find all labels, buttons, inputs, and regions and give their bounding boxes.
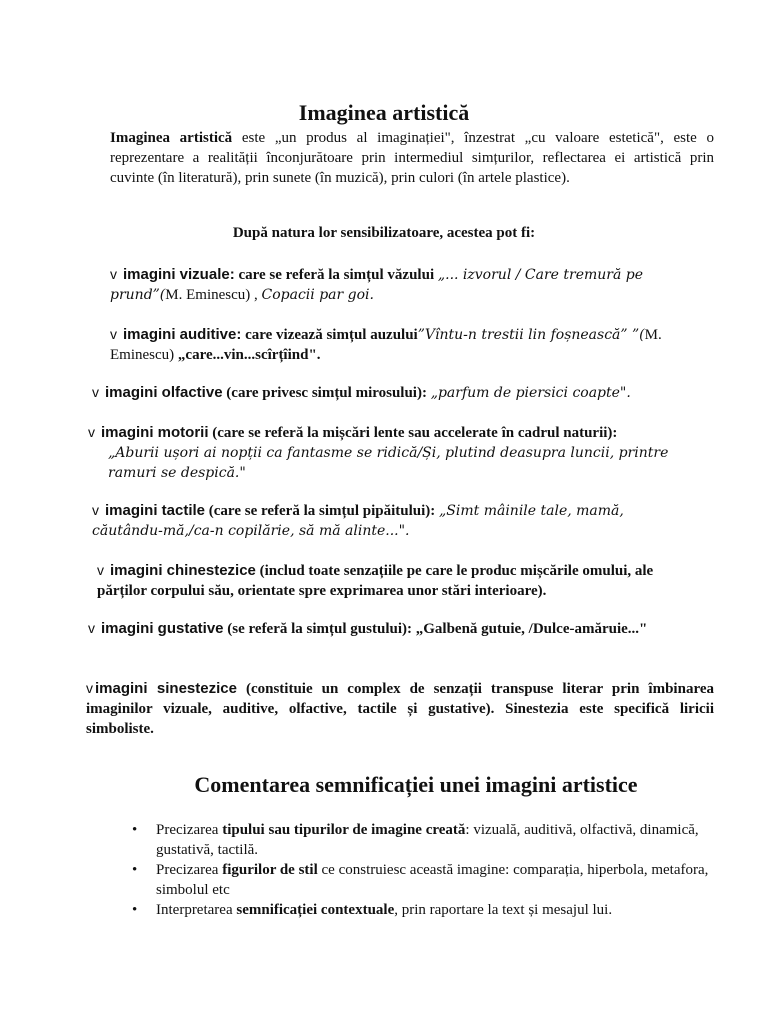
item-quote: „... izvorul / Care tremură pe prund”(: [110, 267, 644, 303]
list-item: [130, 900, 720, 920]
bullet-marker: v: [92, 502, 99, 518]
item-quote-2: Copacii par goi.: [261, 287, 374, 303]
item-name: imagini sinestezice: [95, 680, 237, 697]
item-desc: (care se referă la mișcări lente sau accelerate în cadrul naturii):: [208, 425, 618, 441]
item-quote: „Aburii ușori ai nopții ca fantasme se ridică/Și, plutind deasupra luncii, printre ramuri se despică.": [108, 445, 669, 481]
list-item-motorii: [88, 422, 708, 483]
item-name: imagini tactile: [105, 502, 206, 519]
item-desc: (care se referă la simțul pipăitului):: [205, 503, 440, 519]
intro-text: este „un produs al imaginației", înzestrat „cu valoare estetică", este o reprezentare a realității înconjurătoare prin intermediul simțurilor, reflectarea ei artistică prin cuvinte (în literatură), prin sunete (în muzică), prin culori (în artele plastice).: [110, 130, 714, 186]
item-desc: (constituie un complex de senzații transpuse literar prin îmbinarea imaginilor vizuale, auditive, olfactive, tactile și gustative). Sinestezia este specifică liricii simboliste.: [86, 681, 714, 737]
bullet-marker: v: [86, 680, 93, 696]
bullet-pre: Interpretarea: [156, 902, 237, 918]
bullet-bold: figurilor de stil: [222, 862, 318, 878]
bullet-marker: v: [88, 620, 95, 636]
bullet-bold: semnificației contextuale: [236, 902, 395, 918]
list-item-gustative: [88, 618, 648, 639]
bullet-marker: v: [92, 384, 99, 400]
item-name: imagini auditive:: [123, 326, 242, 343]
item-name: imagini gustative: [101, 620, 224, 637]
intro-paragraph: [110, 128, 714, 188]
item-quote: ”Vîntu-n trestii lin foșnească” ”(: [417, 327, 645, 343]
bullet-marker: v: [110, 266, 117, 282]
item-bold-tail: „Galbenă gutuie, /Dulce-amăruie...": [415, 621, 648, 637]
bullet-post: ce construiesc această imagine: comparația, hiperbola, metafora, simbolul etc: [156, 862, 709, 898]
bullet-pre: Precizarea: [156, 822, 223, 838]
item-name: imagini olfactive: [105, 384, 223, 401]
bullet-bold: tipului sau tipurilor de imagine creată: [222, 822, 466, 838]
item-name: imagini motorii: [101, 424, 209, 441]
bullet-post: : vizuală, auditivă, olfactivă, dinamică, gustativă, tactilă.: [156, 822, 699, 858]
bullet-marker: v: [88, 424, 95, 440]
item-tail: M. Eminescu): [110, 327, 662, 363]
bullet-dot: •: [132, 822, 138, 838]
commentary-list: [130, 820, 720, 920]
item-tail: M. Eminescu) ,: [165, 287, 262, 303]
bullet-marker: v: [110, 326, 117, 342]
item-quote: „parfum de piersici coapte".: [430, 385, 631, 401]
item-name: imagini vizuale:: [123, 266, 235, 283]
section-title: Comentarea semnificației unei imagini artistice: [194, 772, 638, 797]
section-subheading: După natura lor sensibilizatoare, acestea pot fi:: [232, 225, 536, 241]
bullet-post: , prin raportare la text și mesajul lui.: [394, 902, 613, 918]
item-desc: (care privesc simțul mirosului):: [222, 385, 431, 401]
bullet-dot: •: [132, 902, 138, 918]
list-item-olfactive: [92, 382, 722, 403]
list-item-chinestezice: [97, 560, 697, 601]
list-item: [130, 820, 720, 860]
intro-term: Imaginea artistică: [110, 130, 233, 146]
bullet-pre: Precizarea: [156, 862, 223, 878]
list-item: [130, 860, 720, 900]
item-bold-tail: „care...vin...scîrțîind".: [177, 347, 321, 363]
item-desc: care vizează simțul auzului: [241, 327, 418, 343]
bullet-marker: v: [97, 562, 104, 578]
item-name: imagini chinestezice: [110, 562, 256, 579]
list-item-sinestezice: [86, 678, 714, 739]
page-title: Imaginea artistică: [298, 100, 470, 125]
bullet-dot: •: [132, 862, 138, 878]
list-item-auditive: [110, 324, 710, 365]
item-quote: „Simt mâinile tale, mamă, căutându-mă,/ca-n copilărie, să mă alinte...".: [92, 503, 624, 539]
item-desc: (se referă la simțul gustului):: [223, 621, 416, 637]
list-item-tactile: [92, 500, 692, 541]
item-desc: (includ toate senzațiile pe care le produc mișcările omului, ale părților corpului său, orientate spre exprimarea unor stări interioare).: [97, 563, 654, 599]
list-item-vizuale: [110, 264, 710, 305]
item-desc: care se referă la simțul văzului: [234, 267, 438, 283]
